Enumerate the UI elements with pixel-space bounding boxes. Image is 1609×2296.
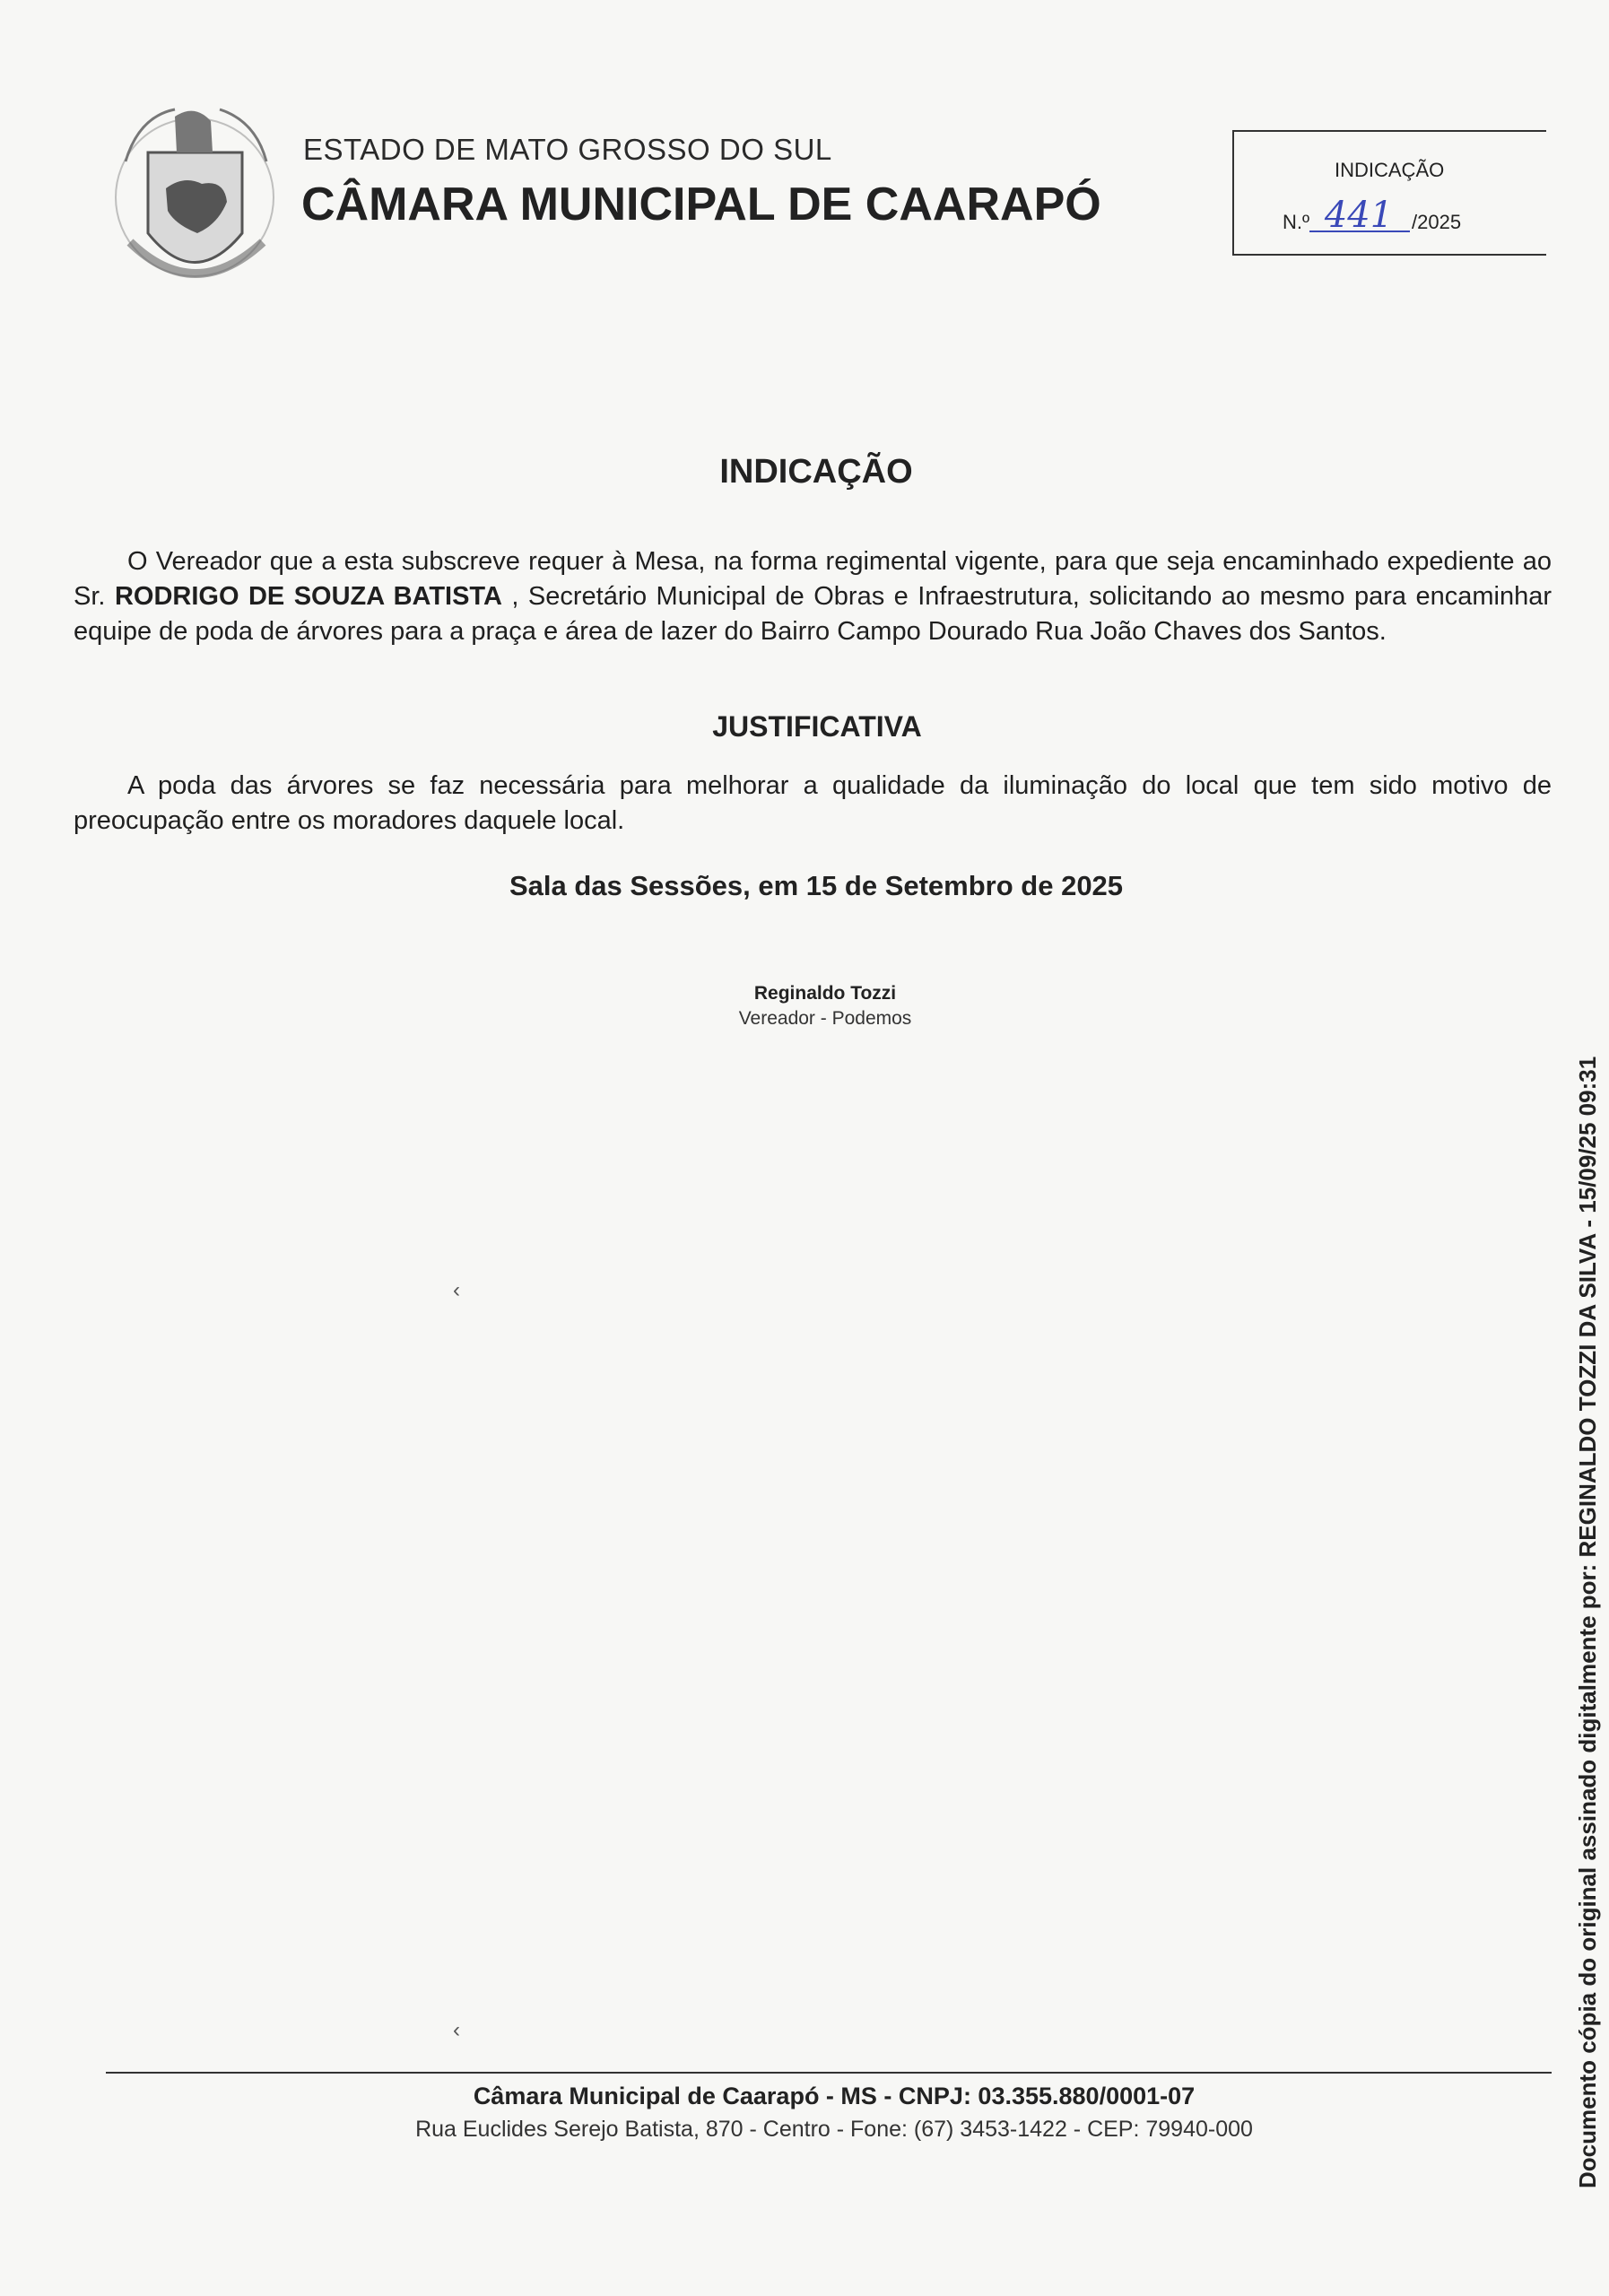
addressee-name: RODRIGO DE SOUZA BATISTA xyxy=(114,582,502,611)
chamber-seal-icon xyxy=(112,99,278,305)
justification-heading: JUSTIFICATIVA xyxy=(712,710,922,743)
number-box-label: INDICAÇÃO xyxy=(1335,159,1445,181)
number-year: /2025 xyxy=(1412,211,1462,233)
justification-paragraph xyxy=(74,769,1552,839)
scan-mark: ‹ xyxy=(453,2018,460,2042)
chamber-name: CÂMARA MUNICIPAL DE CAARAPÓ xyxy=(301,178,1101,230)
signer-name: Reginaldo Tozzi xyxy=(753,983,897,1004)
paragraph-text-end: , Secretário Municipal de Obras e Infraestrutura, solicitando ao mesmo para encaminhar equipe de poda de árvores para a praça e área de lazer do Bairro Campo Dourado Rua João Chaves dos Santos. xyxy=(74,582,1552,646)
indication-number-box xyxy=(1232,130,1546,256)
number-prefix: N.º xyxy=(1283,211,1310,233)
digital-signature-note: Documento cópia do original assinado digitalmente por: REGINALDO TOZZI DA SILVA - 15/09/25 09:31 xyxy=(1574,1056,1601,2188)
footer-address: Rua Euclides Serejo Batista, 870 - Centro - Fone: (67) 3453-1422 - CEP: 79940-000 xyxy=(415,2117,1253,2142)
footer-cnpj: Câmara Municipal de Caarapó - MS - CNPJ: 03.355.880/0001-07 xyxy=(473,2083,1196,2109)
number-underline xyxy=(1309,230,1410,232)
scan-mark: ‹ xyxy=(453,1278,460,1302)
document-title: INDICAÇÃO xyxy=(719,453,913,491)
paragraph-text-start: O Vereador que a esta subscreve requer à Mesa, na forma regimental vigente, para que seja encaminhado expediente ao Sr. xyxy=(74,547,1552,611)
signer-role: Vereador - Podemos xyxy=(738,1008,912,1029)
footer-divider xyxy=(106,2072,1552,2074)
request-paragraph xyxy=(74,544,1552,649)
handwritten-number: 441 xyxy=(1324,195,1394,236)
justification-text: A poda das árvores se faz necessária para melhorar a qualidade da iluminação do local que tem sido motivo de preocupação entre os moradores daquele local. xyxy=(74,771,1552,835)
place-date: Sala das Sessões, em 15 de Setembro de 2025 xyxy=(509,870,1124,901)
state-name: ESTADO DE MATO GROSSO DO SUL xyxy=(303,133,832,166)
